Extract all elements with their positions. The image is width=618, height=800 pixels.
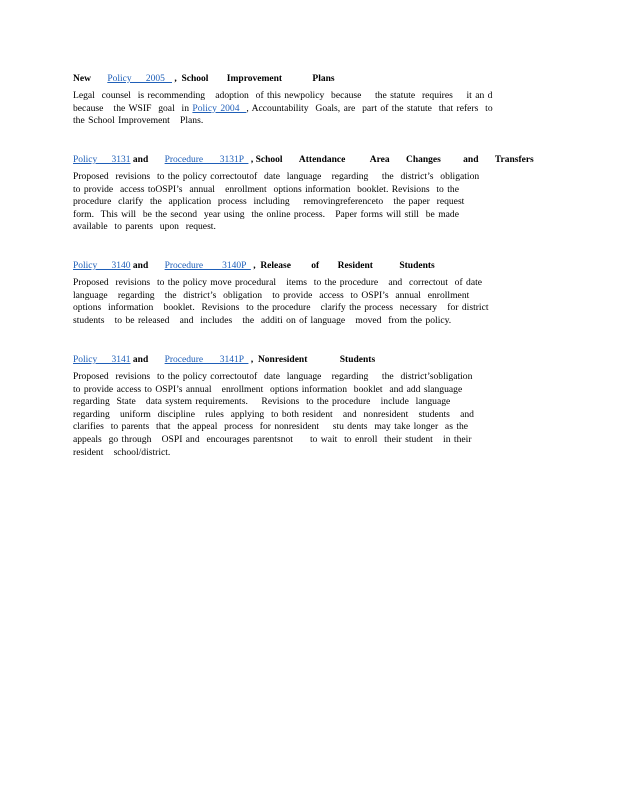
section-body <box>73 277 543 327</box>
section-body <box>73 171 543 234</box>
heading-word: and <box>463 155 479 165</box>
heading-word: and <box>132 261 149 271</box>
heading-word: and <box>132 155 149 165</box>
policy-3131-link[interactable]: Policy 3131 <box>73 155 131 165</box>
body-line: options information booklet. Revisions to the procedure clarify the process necessary for district <box>73 302 489 314</box>
heading-word: Changes <box>405 155 441 165</box>
heading-word: New <box>73 74 91 84</box>
procedure-3140p-link[interactable]: Procedure 3140P <box>164 261 251 271</box>
body-line: to provide access toOSPI’s annual enrollment options information booklet. Revisions to the <box>73 183 459 195</box>
body-line: to provide access to OSPI’s annual enrollment options information booklet and add slanguage <box>73 383 463 395</box>
section-policy-3140 <box>73 260 543 327</box>
policy-2004-link[interactable]: Policy 2004 <box>192 102 247 114</box>
heading-word: Attendance <box>298 155 346 165</box>
body-line: regarding uniform discipline rules applying to both resident and nonresident students and <box>73 408 474 420</box>
heading-word: , Nonresident <box>250 355 308 365</box>
body-line <box>73 103 543 116</box>
body-line: resident school/district. <box>73 446 171 458</box>
policy-3141-link[interactable]: Policy 3141 <box>73 355 131 365</box>
section-policy-3131 <box>73 154 543 234</box>
heading-word: Plans <box>312 74 335 84</box>
heading-word: and <box>132 355 149 365</box>
section-body <box>73 371 543 459</box>
heading-word: of <box>311 261 320 271</box>
body-line: Proposed revisions to the policy correctoutof date language regarding the district’sobligation <box>73 371 473 382</box>
heading-word: , Release <box>253 261 291 271</box>
body-text: the School Improvement Plans. <box>73 115 204 127</box>
body-line: Proposed revisions to the policy correctoutof date language regarding the district’s obligation <box>73 171 480 182</box>
body-text: because the WSIF goal in <box>73 102 193 114</box>
section-policy-2005 <box>73 73 543 128</box>
body-line: students to be released and includes the additi on of language moved from the policy. <box>73 314 452 326</box>
heading-word: Improvement <box>226 74 283 84</box>
body-line: procedure clarify the application process including removingreferenceto the paper request <box>73 196 465 208</box>
body-line: Proposed revisions to the policy move procedural items to the procedure and correctout of date <box>73 277 483 288</box>
body-line: clarifies to parents that the appeal process for nonresident stu dents may take longer as the <box>73 421 469 433</box>
policy-3140-link[interactable]: Policy 3140 <box>73 261 131 271</box>
body-line: regarding State data system requirements. Revisions to the procedure include language <box>73 396 451 408</box>
heading-word: , School <box>174 74 209 84</box>
policy-2005-link[interactable]: Policy 2005 <box>107 74 172 84</box>
heading-word: Students <box>339 355 376 365</box>
section-heading <box>73 154 543 166</box>
heading-word: Students <box>399 261 435 271</box>
heading-word: Resident <box>337 261 373 271</box>
section-heading <box>73 73 543 85</box>
section-body <box>73 90 543 128</box>
body-line: available to parents upon request. <box>73 221 216 233</box>
heading-word: Area <box>369 155 390 165</box>
body-line <box>73 115 543 128</box>
section-heading <box>73 354 543 366</box>
section-policy-3141 <box>73 354 543 459</box>
section-heading <box>73 260 543 272</box>
body-line: language regarding the district’s obligation to provide access to OSPI’s annual enrollment <box>73 289 470 301</box>
body-text: , Accountability Goals, are part of the statute that refers to <box>246 102 493 114</box>
procedure-3141p-link[interactable]: Procedure 3141P <box>164 355 249 365</box>
heading-word: Transfers <box>494 155 534 165</box>
body-line: form. This will be the second year using the online process. Paper forms will still be made <box>73 208 459 220</box>
procedure-3131p-link[interactable]: Procedure 3131P <box>164 155 249 165</box>
heading-word: , School <box>250 155 283 165</box>
body-text: Legal counsel is recommending adoption of this newpolicy because the statute requires it an d <box>73 90 493 101</box>
body-line: appeals go through OSPI and encourages parentsnot to wait to enroll their student in their <box>73 433 472 445</box>
body-line <box>73 90 543 103</box>
